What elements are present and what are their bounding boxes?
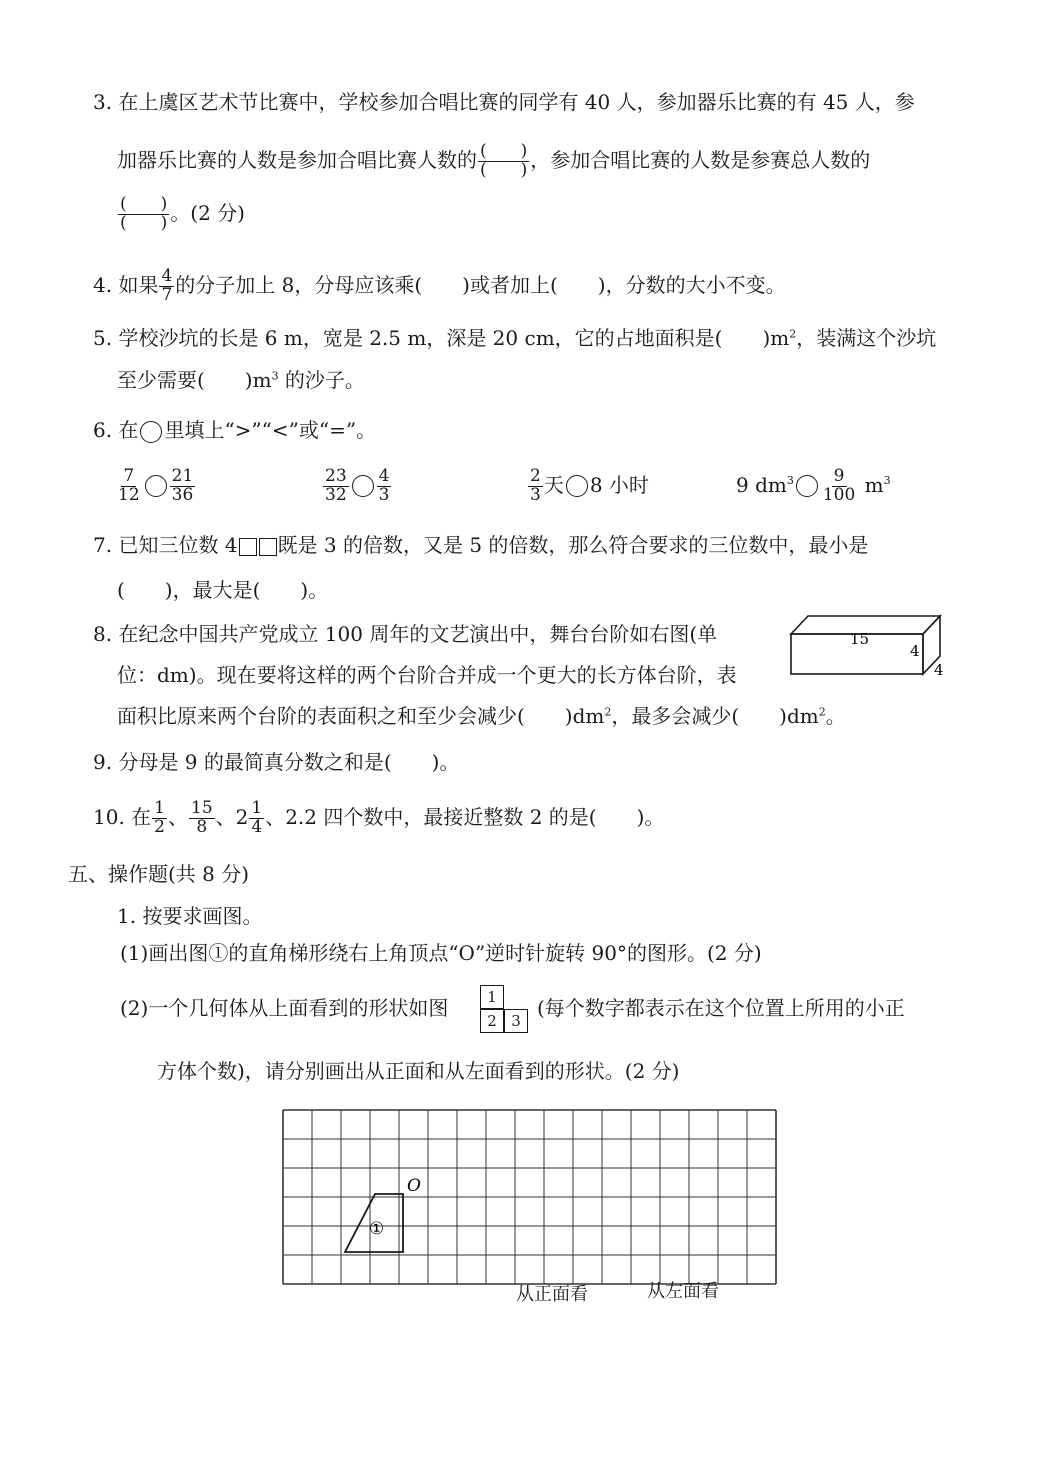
stair-cuboid-figure — [788, 612, 948, 682]
q6-line: 6. 在 里填上“>”“<”或“=”。 — [93, 418, 377, 442]
section-5-title: 五、操作题(共 8 分) — [68, 862, 250, 886]
q6-item-2: $\frac{23}{32}$ $\frac{4}{3}$ — [325, 466, 390, 505]
q4-fraction: $\frac{4}{7}$ — [161, 266, 173, 305]
q3-points: 。(2 分) — [170, 200, 245, 225]
point-o-label: O — [407, 1176, 421, 1196]
box-height-label: 4 — [910, 642, 920, 660]
sec5-part2a: (2)一个几何体从上面看到的形状如图 — [120, 996, 449, 1020]
q8-line2: 位：dm)。现在要将这样的两个台阶合并成一个更大的长方体台阶，表 — [117, 663, 737, 687]
q8-line3: 面积比原来两个台阶的表面积之和至少会减少( )$dm^2$，最多会减少( )$dm^2$。 — [117, 704, 846, 728]
caption-front-view: 从正面看 — [516, 1284, 588, 1305]
box-depth-label: 4 — [934, 661, 944, 679]
sec5-part1: (1)画出图①的直角梯形绕右上角顶点“O”逆时针旋转 90°的图形。(2 分) — [120, 941, 762, 965]
q3-line2-a: 加器乐比赛的人数是参加合唱比赛人数的 — [117, 147, 477, 172]
q5-line1: 5. 学校沙坑的长是 6 m，宽是 2.5 m，深是 20 cm，它的占地面积是( )$m^2$，装满这个沙坑 — [93, 326, 937, 350]
sec5-part2c: 方体个数)，请分别画出从正面和从左面看到的形状。(2 分) — [157, 1059, 680, 1083]
q5-line2: 至少需要( )$m^3$ 的沙子。 — [117, 368, 365, 392]
q4-line: 4. 如果 $\frac{4}{7}$ 的分子加上 8，分母应该乘( )或者加上( )，分数的大小不变。 — [93, 266, 786, 305]
shape-number-label: ① — [369, 1219, 385, 1239]
q6-item-3: $\frac{2}{3}$ 天 8 小时 — [530, 466, 649, 505]
q6-item-4: 9 $dm^3$ $\frac{9}{100}$ $m^3$ — [736, 466, 891, 505]
q7-line2: ( )，最大是( )。 — [117, 578, 329, 602]
caption-left-view: 从左面看 — [647, 1281, 719, 1302]
q3-blank-fraction-1: $\frac{( )}{( )}$ — [480, 141, 528, 180]
box-length-label: 15 — [850, 630, 870, 648]
top-view-cell: 3 — [504, 1009, 528, 1033]
drawing-grid — [280, 1100, 784, 1290]
q9-line: 9. 分母是 9 的最简真分数之和是( )。 — [93, 750, 460, 774]
top-view-cell: 1 — [480, 985, 504, 1009]
compare-circle-icon — [352, 475, 374, 497]
sec5-part2b: (每个数字都表示在这个位置上所用的小正 — [537, 996, 905, 1020]
q10-line: 10. 在 $\frac{1}{2}$ 、 $\frac{15}{8}$ 、2 $\frac{1}{4}$ 、2.2 四个数中，最接近整数 2 的是( )。 — [93, 798, 665, 837]
q3-line2-b: ，参加合唱比赛的人数是参赛总人数的 — [530, 147, 871, 172]
compare-circle-icon — [145, 475, 167, 497]
digit-box-icon — [239, 538, 257, 556]
grid-lines — [283, 1110, 776, 1284]
compare-circle-icon — [566, 475, 588, 497]
compare-circle-icon — [796, 475, 818, 497]
compare-circle-icon — [140, 421, 162, 443]
q8-line1: 8. 在纪念中国共产党成立 100 周年的文艺演出中，舞台台阶如右图(单 — [93, 622, 718, 646]
top-view-cell: 2 — [480, 1009, 504, 1033]
q6-item-1: $\frac{7}{12}$ $\frac{21}{36}$ — [118, 466, 194, 505]
q3-line2 — [117, 143, 870, 180]
q7-line1: 7. 已知三位数 4 既是 3 的倍数，又是 5 的倍数，那么符合要求的三位数中，最小是 — [93, 533, 869, 557]
digit-box-icon — [259, 538, 277, 556]
sec5-q1: 1. 按要求画图。 — [117, 904, 263, 928]
q3-line3 — [117, 196, 245, 233]
q3-blank-fraction-2: $\frac{( )}{( )}$ — [120, 194, 168, 233]
q3-line1: 3. 在上虞区艺术节比赛中，学校参加合唱比赛的同学有 40 人，参加器乐比赛的有 45 人，参 — [93, 90, 915, 114]
